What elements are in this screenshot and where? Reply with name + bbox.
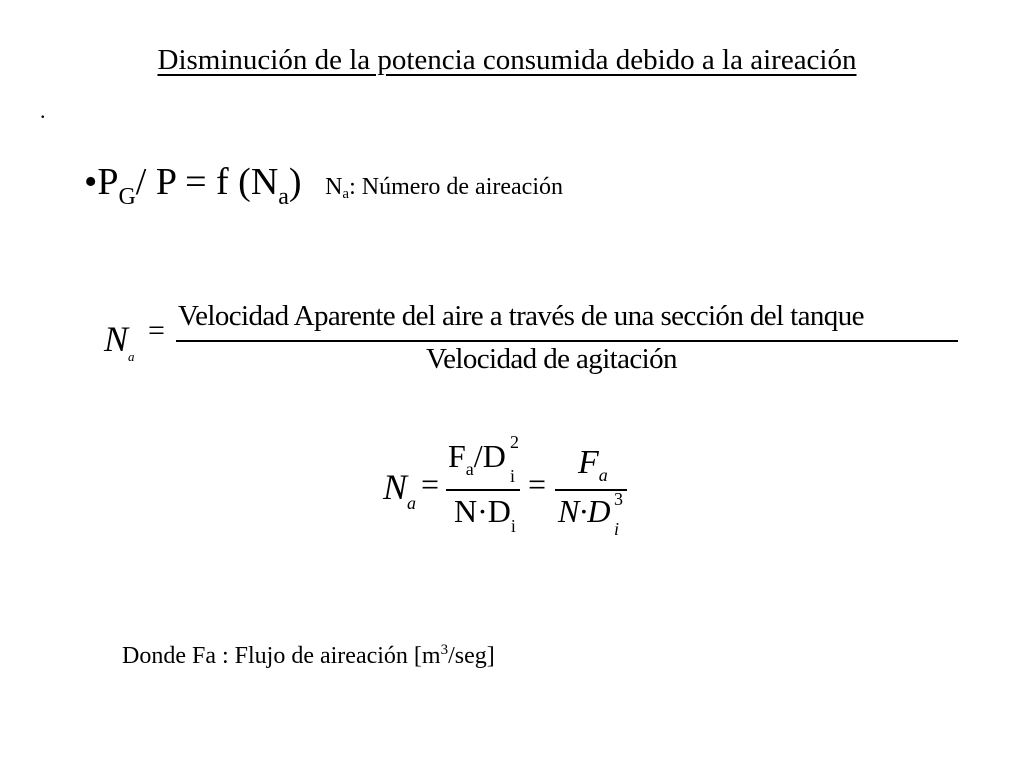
eq1-lhs xyxy=(104,318,135,365)
def-text: : Número de aireación xyxy=(349,174,563,200)
eq2-denominator-1 xyxy=(454,493,516,537)
aeration-subscript: a xyxy=(278,184,289,210)
power-symbol: P xyxy=(97,161,119,203)
flow-unit-exponent: 3 xyxy=(440,642,449,658)
slide-title: Disminución de la potencia consumida debido a la aireación xyxy=(157,44,857,76)
eq2-lhs-subscript: a xyxy=(407,493,417,513)
eq1-fraction-bar xyxy=(176,340,958,342)
eq1-numerator: Velocidad Aparente del aire a través de una sección del tanque xyxy=(178,300,864,332)
eq2-equals-2: = xyxy=(528,466,547,502)
flow-definition xyxy=(122,642,495,670)
bullet-formula xyxy=(84,158,563,221)
eq2-fraction-bar-1 xyxy=(446,489,520,491)
eq2-num2-symbol: F xyxy=(578,444,599,481)
eq2-num2-subscript: a xyxy=(598,465,608,485)
eq2-slash: / xyxy=(473,438,483,474)
stray-dot: . xyxy=(40,98,46,123)
eq2-flow-subscript: a xyxy=(465,459,474,479)
eq2-diameter-subscript: i xyxy=(510,466,516,486)
flow-unit-suffix: /seg] xyxy=(448,643,495,669)
ratio-text: / P = f (N xyxy=(135,161,279,203)
eq2-den2-subscript: i xyxy=(614,519,620,539)
def-subscript: a xyxy=(342,186,350,202)
eq2-lhs-symbol: N xyxy=(383,467,408,507)
eq2-lhs xyxy=(383,466,416,514)
eq2-denominator-2 xyxy=(558,489,623,539)
eq1-lhs-subscript: a xyxy=(128,349,135,364)
close-paren: ) xyxy=(288,161,302,203)
eq2-equals-1: = xyxy=(421,466,440,502)
def-symbol: N xyxy=(325,174,343,200)
eq1-equals: = xyxy=(148,314,165,347)
bullet-marker: • xyxy=(84,161,98,203)
aeration-number-definition xyxy=(325,174,563,200)
power-subscript: G xyxy=(118,184,136,210)
flow-definition-text: Donde Fa : Flujo de aireación [m xyxy=(122,643,441,669)
eq1-lhs-symbol: N xyxy=(104,319,129,359)
eq2-den1-subscript: i xyxy=(510,516,516,536)
eq1-denominator: Velocidad de agitación xyxy=(426,343,677,375)
eq2-flow-symbol: F xyxy=(448,438,466,474)
eq2-den2-text: N·D xyxy=(558,493,611,529)
eq2-diameter-exponent: 2 xyxy=(510,432,519,452)
eq2-den1-text: N·D xyxy=(454,493,511,529)
eq2-diameter-symbol: D xyxy=(482,438,506,474)
eq2-numerator-2 xyxy=(578,444,608,486)
eq2-numerator-1 xyxy=(448,432,519,486)
eq2-den2-exponent: 3 xyxy=(614,489,623,509)
